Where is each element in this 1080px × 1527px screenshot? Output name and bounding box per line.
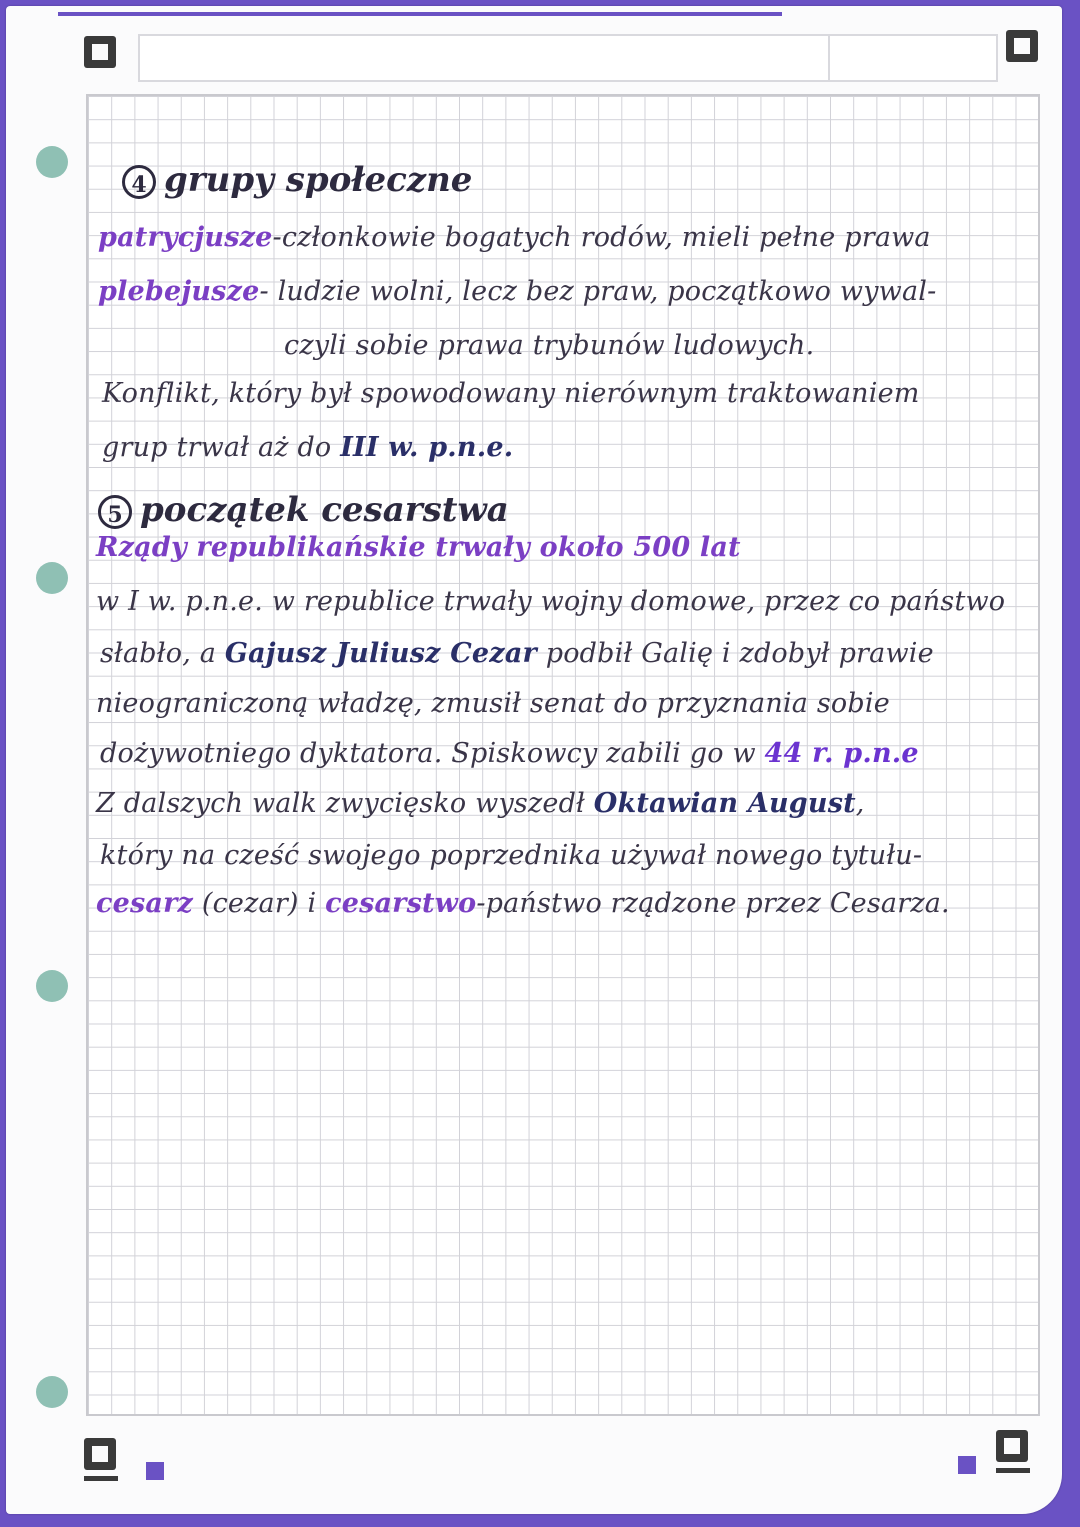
section-5-heading: 5 początek cesarstwa — [98, 490, 509, 530]
highlight-line: Rządy republikańskie trwały około 500 lat — [96, 532, 741, 563]
page-top-border — [58, 12, 782, 16]
section-number: 5 — [98, 495, 132, 529]
punch-hole — [36, 1376, 68, 1408]
corner-square-right — [958, 1456, 976, 1474]
section-number: 4 — [122, 165, 156, 199]
section-4-heading: 4 grupy społeczne — [122, 160, 472, 200]
text-line: który na cześć swojego poprzednika używał nowego tytułu- — [100, 840, 923, 871]
corner-marker-bottom-left — [84, 1438, 116, 1470]
text-line: patrycjusze-członkowie bogatych rodów, mieli pełne prawa — [98, 222, 931, 253]
text-line: nieograniczoną władzę, zmusił senat do przyznania sobie — [96, 688, 890, 719]
text-line: czyli sobie prawa trybunów ludowych. — [284, 330, 815, 361]
corner-square-left — [146, 1462, 164, 1480]
text-line: w I w. p.n.e. w republice trwały wojny domowe, przez co państwo — [96, 586, 1006, 617]
punch-hole — [36, 562, 68, 594]
corner-marker-top-left — [84, 36, 116, 68]
corner-dash — [84, 1476, 118, 1481]
punch-hole — [36, 146, 68, 178]
corner-dash — [996, 1468, 1030, 1473]
punch-hole — [36, 970, 68, 1002]
text-line: grup trwał aż do III w. p.n.e. — [102, 432, 514, 463]
text-line: Z dalszych walk zwycięsko wyszedł Oktawian August, — [96, 788, 865, 819]
text-line: plebejusze- ludzie wolni, lecz bez praw, początkowo wywal- — [98, 276, 937, 307]
text-line: Konflikt, który był spowodowany nierównym traktowaniem — [102, 378, 920, 409]
header-box — [138, 34, 998, 82]
corner-marker-bottom-right — [996, 1430, 1028, 1462]
text-line: dożywotniego dyktatora. Spiskowcy zabili go w 44 r. p.n.e — [100, 738, 919, 769]
text-line: cesarz (cezar) i cesarstwo-państwo rządzone przez Cesarza. — [96, 888, 950, 919]
text-line: słabło, a Gajusz Juliusz Cezar podbił Galię i zdobył prawie — [100, 638, 934, 669]
corner-marker-top-right — [1006, 30, 1038, 62]
